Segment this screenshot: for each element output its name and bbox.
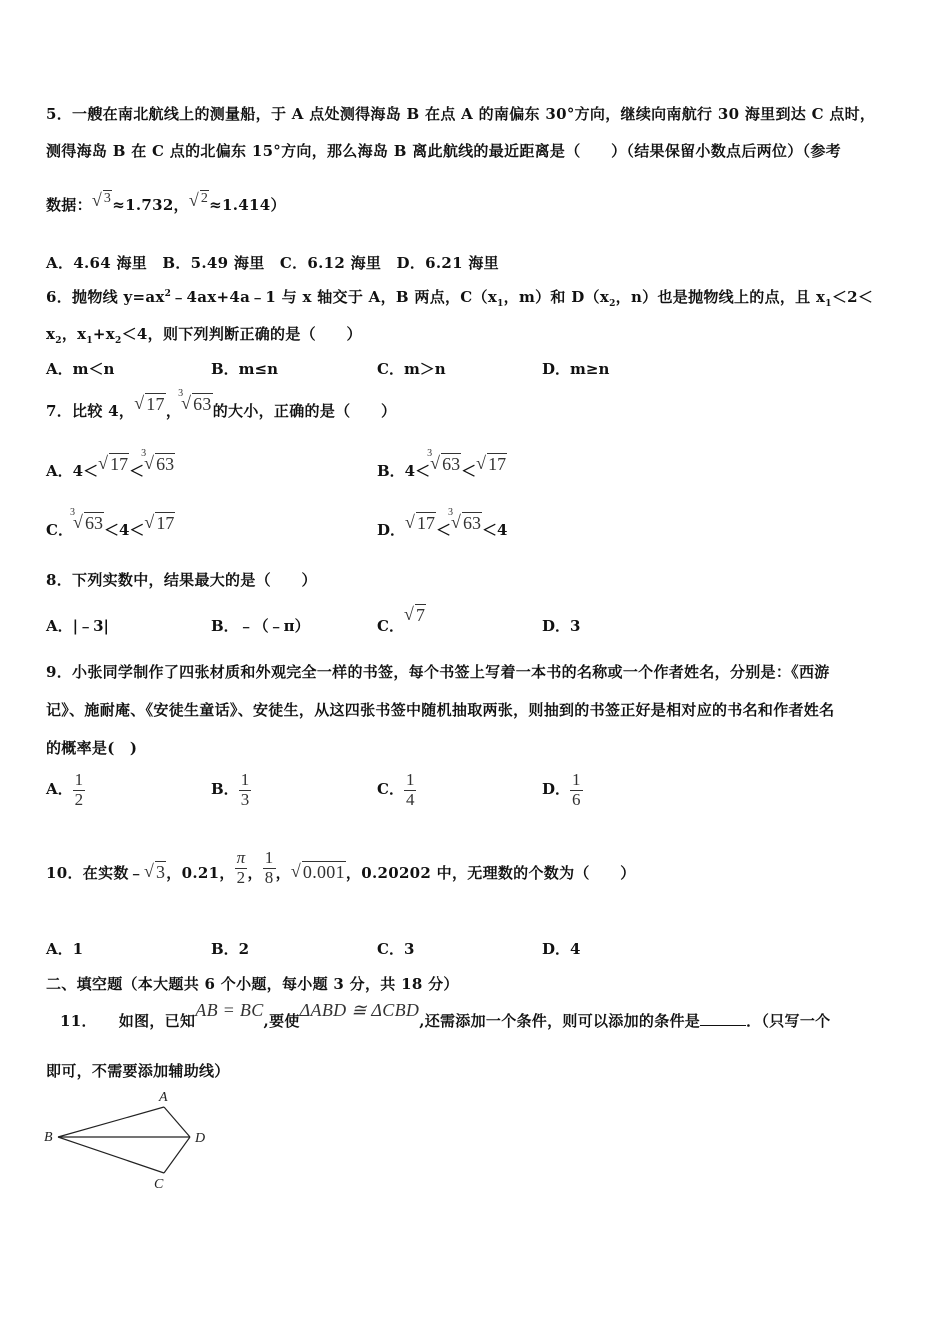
q9-line2: 记》、施耐庵、《安徒生童话》、安徒生，从这四张书签中随机抽取两张，则抽到的书签正好是相对应的书名和作者姓名 <box>46 701 835 719</box>
q10-option-a: A．1 <box>46 940 84 958</box>
q7-option-d: D．√ 17＜ √ 3 63＜4 <box>377 519 507 540</box>
label-c: C <box>154 1177 164 1192</box>
label-d: D <box>195 1131 206 1146</box>
q5-options: A．4.64 海里 B．5.49 海里 C．6.12 海里 D．6.21 海里 <box>46 254 499 272</box>
q9-line3: 的概率是( ) <box>46 739 138 757</box>
q5-ref-sqrt3: √ 3 <box>92 191 112 207</box>
q8-option-a: A．|﹣3| <box>46 617 109 635</box>
q10-option-c: C．3 <box>377 940 415 958</box>
q8-option-b: B．﹣（﹣π） <box>211 617 310 635</box>
q7-sqrt17: √ 17 <box>134 394 166 415</box>
q7-stem: 7．比较 4，√ 17， √ 3 63的大小，正确的是（ ） <box>46 400 396 421</box>
q10-option-b: B．2 <box>211 940 250 958</box>
q6-option-b: B．m≤n <box>211 360 279 378</box>
q5-line2: 测得海岛 B 在 C 点的北偏东 15°方向，那么海岛 B 离此航线的最近距离是（ ）（结果保留小数点后两位）（参考 <box>46 142 841 160</box>
q9-option-a: A． $\frac{1}{2}$ <box>46 770 84 809</box>
q9-line1: 9．小张同学制作了四张材质和外观完全一样的书签，每个书签上写着一本书的名称或一个作者姓名，分别是：《西游 <box>46 663 830 681</box>
q6-option-a: A．m＜n <box>46 360 115 378</box>
q8-option-c: C．√ 7 <box>377 615 426 636</box>
q7-cbrt63: √ 3 63 <box>181 394 213 415</box>
q11-math-congruent: ΔABD ≅ ΔCBD <box>299 1000 420 1020</box>
label-a: A <box>159 1090 168 1105</box>
segment-ad <box>164 1107 190 1137</box>
section-2-heading: 二、填空题（本大题共 6 个小题，每小题 3 分，共 18 分） <box>46 975 459 993</box>
q6-option-d: D．m≥n <box>542 360 610 378</box>
q8-stem: 8．下列实数中，结果最大的是（ ） <box>46 571 317 589</box>
segment-bc <box>58 1137 164 1173</box>
q10-stem: 10．在实数﹣√ 3，0.21， $\frac{\pi}{2}$ ， $\frac{1}{8}$ ，√ 0.001，0.20202 中，无理数的个数为（ ） <box>46 855 636 893</box>
q9-option-d: D． $\frac{1}{6}$ <box>542 770 581 809</box>
q11-math-ab-bc: AB = BC <box>195 1000 264 1020</box>
q8-option-d: D．3 <box>542 617 581 635</box>
q10-option-d: D．4 <box>542 940 581 958</box>
q9-option-b: B． $\frac{1}{3}$ <box>211 770 250 809</box>
q11-answer-blank <box>700 1025 746 1026</box>
q5-ref-val2: ≈1.414） <box>209 196 286 214</box>
q7-option-c: C． √ 3 63＜4＜√ 17 <box>46 519 175 540</box>
q6-line2: $x_2$，$x_1+x_2<4$，则下列判断正确的是（ ） <box>46 325 362 346</box>
q5-ref-prefix: 数据： <box>46 196 92 214</box>
q7-option-a: A．4＜√ 17＜ √ 3 63 <box>46 460 175 481</box>
q5-line3 <box>46 191 286 215</box>
q6-option-c: C．m＞n <box>377 360 446 378</box>
q11-line1: 11． 如图，已知AB = BC,要使ΔABD ≅ ΔCBD,还需添加一个条件，则可以添加的条件是 ．（只写一个 <box>60 1000 831 1030</box>
triangle-diagram <box>40 1085 230 1195</box>
segment-ba <box>58 1107 164 1137</box>
q6-line1: 6．抛物线 $y=ax^2﹣4ax+4a﹣1$ 与 x 轴交于 A，B 两点，$C(x_1$，m）和 $D(x_2$，n）也是抛物线上的点，且 $x_1<2<$ <box>46 288 874 309</box>
q9-option-c: C． $\frac{1}{4}$ <box>377 770 415 809</box>
q7-option-b: B．4＜ √ 3 63＜√ 17 <box>377 460 507 481</box>
q5-ref-val1: ≈1.732， <box>112 196 189 214</box>
q5-line1: 5．一艘在南北航线上的测量船，于 A 点处测得海岛 B 在点 A 的南偏东 30°方向，继续向南航行 30 海里到达 C 点时， <box>46 105 876 123</box>
segment-cd <box>164 1137 190 1173</box>
q5-ref-sqrt2: √ 2 <box>189 191 209 207</box>
q11-line2: 即可，不需要添加辅助线） <box>46 1062 230 1080</box>
label-b: B <box>44 1130 53 1145</box>
